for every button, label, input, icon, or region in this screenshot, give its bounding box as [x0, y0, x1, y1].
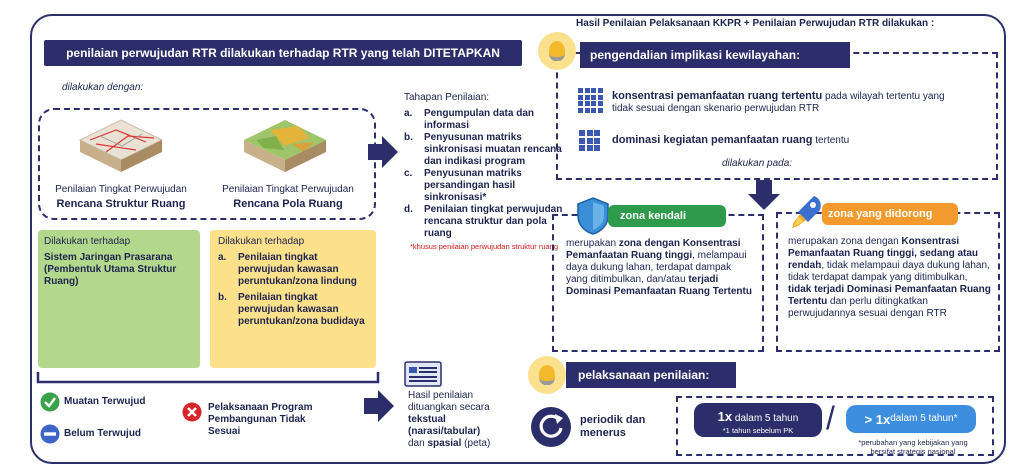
zk-t2: , melampaui daya dukung lahan, terdapat dampak yang ditimbulkan, dan/atau [566, 250, 747, 285]
item-text: Penyusunan matriks persandingan hasil sinkronisasi* [424, 168, 522, 203]
item-text: Penyusunan matriks sinkronisasi muatan rencana dan indikasi program [424, 132, 562, 167]
zona-didorong-text [788, 236, 992, 320]
lightbulb-icon [538, 32, 576, 70]
cycle-icon [530, 406, 572, 448]
item-text: Penilaian tingkat perwujudan kawasan peruntukan/zona lindung [238, 252, 357, 287]
pill1-big: 1x [717, 409, 733, 424]
pill2-big: > 1x [864, 411, 891, 427]
yellow-box [210, 230, 376, 368]
zd-t2: , tidak melampaui daya dukung lahan, tidak terdapat dampak yang ditimbulkan, [788, 260, 990, 283]
hasil-peta: (peta) [464, 438, 491, 449]
legend-belum-label: Belum Terwujud [64, 428, 142, 439]
hasil-line2: dituangkan secara [408, 402, 490, 413]
item2-rest: tertentu [812, 135, 850, 146]
tahapan-note: *khusus penilaian perwujudan struktur ruang [410, 242, 559, 251]
pill1-note: *1 tahun sebelum PK [722, 426, 794, 435]
arrow-right-icon [368, 136, 398, 168]
shield-icon [576, 196, 610, 236]
frequency-pill-1 [694, 403, 822, 437]
item1-rest: pada wilayah tertentu yang tidak sesuai dengan skenario perwujudan RTR [612, 91, 945, 114]
item1-bold: konsentrasi pemanfaatan ruang tertentu [612, 90, 823, 102]
dilakukan-dengan-label: dilakukan dengan: [62, 82, 144, 93]
list-item [404, 132, 564, 168]
tahapan-title: Tahapan Penilaian: [404, 92, 490, 103]
item-text: Pengumpulan data dan informasi [424, 108, 535, 131]
zd-b1: Konsentrasi Pemanfaatan Ruang tinggi, sedang atau rendah [788, 236, 979, 271]
check-icon [40, 392, 60, 412]
zona-kendali-text [566, 238, 752, 298]
list-item [404, 204, 564, 240]
struktur-map-illustration [76, 116, 166, 178]
zd-b2: tidak terjadi Dominasi Pemanfaatan Ruang Tertentu [788, 284, 991, 307]
hasil-spasial: spasial [427, 438, 462, 449]
pengendalian-item2 [612, 134, 952, 147]
frequency-slash: / [826, 400, 835, 436]
document-icon [404, 360, 444, 388]
yellow-box-title: Dilakukan terhadap [218, 236, 305, 247]
periodik-label: periodik dan menerus [580, 414, 646, 439]
pengendalian-item1 [612, 90, 952, 115]
pill2-small: dalam 5 tahun* [890, 413, 958, 424]
item-key: b. [404, 132, 413, 143]
green-box-title: Dilakukan terhadap [44, 236, 131, 247]
legend-pelaksanaan-label: Pelaksanaan Program Pembangunan Tidak Sesuai [208, 402, 313, 437]
zk-b1: zona dengan Konsentrasi Pemanfaatan Ruang tinggi [566, 238, 741, 261]
pola-label [208, 184, 368, 210]
hasil-narasi: (narasi/tabular) [408, 426, 481, 437]
tahapan-section [404, 92, 564, 251]
item-text: Penilaian tingkat perwujudan rencana struktur dan pola ruang [424, 204, 563, 239]
rocket-icon [790, 192, 826, 230]
legend-muatan-label: Muatan Terwujud [64, 396, 146, 407]
struktur-label [46, 184, 196, 210]
tahapan-list [404, 108, 564, 240]
list-item [404, 108, 564, 132]
item-key: b. [218, 292, 227, 303]
hasil-section [408, 390, 518, 450]
item2-bold: dominasi kegiatan pemanfaatan ruang [612, 134, 813, 146]
lightbulb-icon [528, 356, 566, 394]
header-banner: penilaian perwujudan RTR dilakukan terhadap RTR yang telah DITETAPKAN [44, 40, 522, 66]
grid-icon [579, 130, 600, 151]
legend-muatan [40, 392, 145, 412]
bracket-line [36, 372, 380, 386]
green-box [38, 230, 200, 368]
zd-t3: dan perlu ditingkatkan perwujudannya sesuai dengan RTR [788, 296, 947, 319]
item-key: a. [218, 252, 227, 263]
struktur-label-line1: Penilaian Tingkat Perwujudan [55, 184, 187, 195]
hasil-tekstual: tekstual [408, 414, 446, 425]
zona-didorong-title: zona yang didorong [822, 203, 958, 225]
legend-belum [40, 424, 141, 444]
zk-t1: merupakan [566, 238, 619, 249]
item-key: a. [404, 108, 413, 119]
cross-icon [182, 402, 202, 422]
item-text: Penilaian tingkat perwujudan kawasan peruntukan/zona budidaya [238, 292, 365, 327]
zd-t1: merupakan zona dengan [788, 236, 902, 247]
yellow-box-list [218, 252, 368, 328]
item-key: d. [404, 204, 413, 215]
pelaksanaan-title: pelaksanaan penilaian: [566, 362, 736, 388]
item-key: c. [404, 168, 413, 179]
zk-b2: terjadi Dominasi Pemanfaatan Ruang Tertentu [566, 274, 752, 297]
frequency-note: *perubahan yang kebijakan yang bersifat strategis nasional [858, 438, 968, 456]
legend-pelaksanaan [182, 402, 336, 438]
minus-icon [40, 424, 60, 444]
list-item [404, 168, 564, 204]
list-item [218, 252, 368, 288]
struktur-label-line2: Rencana Struktur Ruang [56, 198, 186, 210]
zona-kendali-title: zona kendali [608, 205, 726, 227]
list-item [218, 292, 368, 328]
hasil-dan: dan [408, 438, 425, 449]
dilakukan-pada-label: dilakukan pada: [722, 158, 793, 169]
arrow-down-icon [748, 180, 780, 210]
green-box-body: Sistem Jaringan Prasarana (Pembentuk Utama Struktur Ruang) [44, 252, 177, 287]
pola-map-illustration [240, 116, 330, 178]
pill1-small: dalam 5 tahun [732, 413, 799, 424]
pola-label-line2: Rencana Pola Ruang [233, 198, 343, 210]
frequency-pill-2 [846, 405, 976, 433]
hasil-line1: Hasil penilaian [408, 390, 474, 401]
pengendalian-title: pengendalian implikasi kewilayahan: [580, 42, 850, 68]
grid-icon [578, 88, 603, 113]
top-right-title: Hasil Penilaian Pelaksanaan KKPR + Penilaian Perwujudan RTR dilakukan : [576, 18, 935, 29]
pola-label-line1: Penilaian Tingkat Perwujudan [222, 184, 354, 195]
arrow-right-icon [364, 390, 394, 422]
